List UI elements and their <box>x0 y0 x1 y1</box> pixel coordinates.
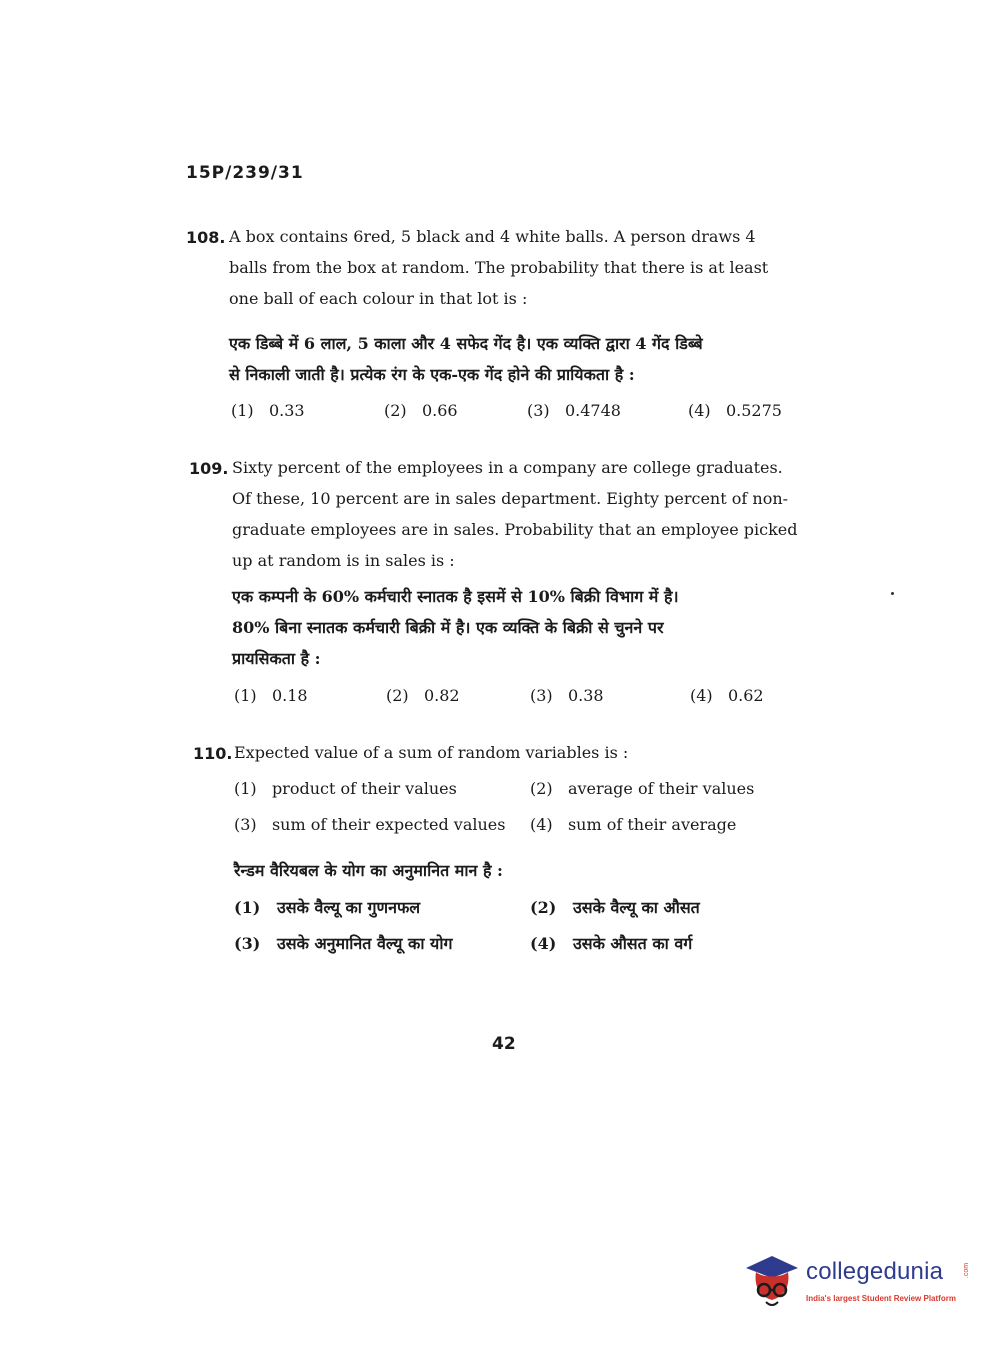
question-number: 109. <box>189 459 229 478</box>
option: (4) 0.5275 <box>688 401 782 420</box>
option: (1) 0.18 <box>234 686 308 705</box>
brand-tagline: India's largest Student Review Platform <box>806 1294 956 1303</box>
question-text-en: Expected value of a sum of random variables is : <box>234 743 629 762</box>
question-text-hi <box>229 328 703 390</box>
text-line: से निकाली जाती है। प्रत्येक रंग के एक-एक गेंद होने की प्रायिकता है : <box>229 365 635 384</box>
option: (3) sum of their expected values <box>234 815 506 834</box>
text-line: graduate employees are in sales. Probability that an employee picked <box>232 520 798 539</box>
text-line: balls from the box at random. The probability that there is at least <box>229 258 769 277</box>
text-line: 80% बिना स्नातक कर्मचारी बिक्री में है। एक व्यक्ति के बिक्री से चुनने पर <box>232 618 664 637</box>
option: (2) 0.66 <box>384 401 458 420</box>
option: (2) उसके वैल्यू का औसत <box>530 898 700 917</box>
page-number: 42 <box>492 1034 516 1054</box>
option: (2) 0.82 <box>386 686 460 705</box>
text-line: एक कम्पनी के 60% कर्मचारी स्नातक है इसमें से 10% बिक्री विभाग में है। <box>232 587 679 606</box>
brand-name: collegedunia <box>806 1258 944 1285</box>
text-line: A box contains 6red, 5 black and 4 white balls. A person draws 4 <box>229 227 756 246</box>
option: (3) 0.4748 <box>527 401 621 420</box>
option: (1) product of their values <box>234 779 457 798</box>
option: (2) average of their values <box>530 779 755 798</box>
option: (1) 0.33 <box>231 401 305 420</box>
question-text-hi: रैन्डम वैरियबल के योग का अनुमानित मान है : <box>234 861 503 880</box>
text-line: one ball of each colour in that lot is : <box>229 289 528 308</box>
option: (4) 0.62 <box>690 686 764 705</box>
text-line: एक डिब्बे में 6 लाल, 5 काला और 4 सफेद गेंद है। एक व्यक्ति द्वारा 4 गेंद डिब्बे <box>229 334 703 353</box>
option: (4) उसके औसत का वर्ग <box>530 934 693 953</box>
text-line: Sixty percent of the employees in a company are college graduates. <box>232 458 783 477</box>
paper-code: 15P/239/31 <box>186 163 304 183</box>
option: (3) 0.38 <box>530 686 604 705</box>
question-text-en <box>232 452 798 576</box>
option: (3) उसके अनुमानित वैल्यू का योग <box>234 934 453 953</box>
speck <box>891 592 894 595</box>
question-text-hi <box>232 581 679 674</box>
text-line: up at random is in sales is : <box>232 551 455 570</box>
option: (1) उसके वैल्यू का गुणनफल <box>234 898 421 917</box>
collegedunia-logo-icon <box>742 1252 802 1312</box>
question-number: 108. <box>186 228 226 247</box>
text-line: प्रायसिकता है : <box>232 649 321 668</box>
question-text-en <box>229 221 768 314</box>
option: (4) sum of their average <box>530 815 737 834</box>
question-number: 110. <box>193 744 233 763</box>
brand-suffix: .com <box>963 1262 971 1279</box>
text-line: Of these, 10 percent are in sales department. Eighty percent of non- <box>232 489 789 508</box>
